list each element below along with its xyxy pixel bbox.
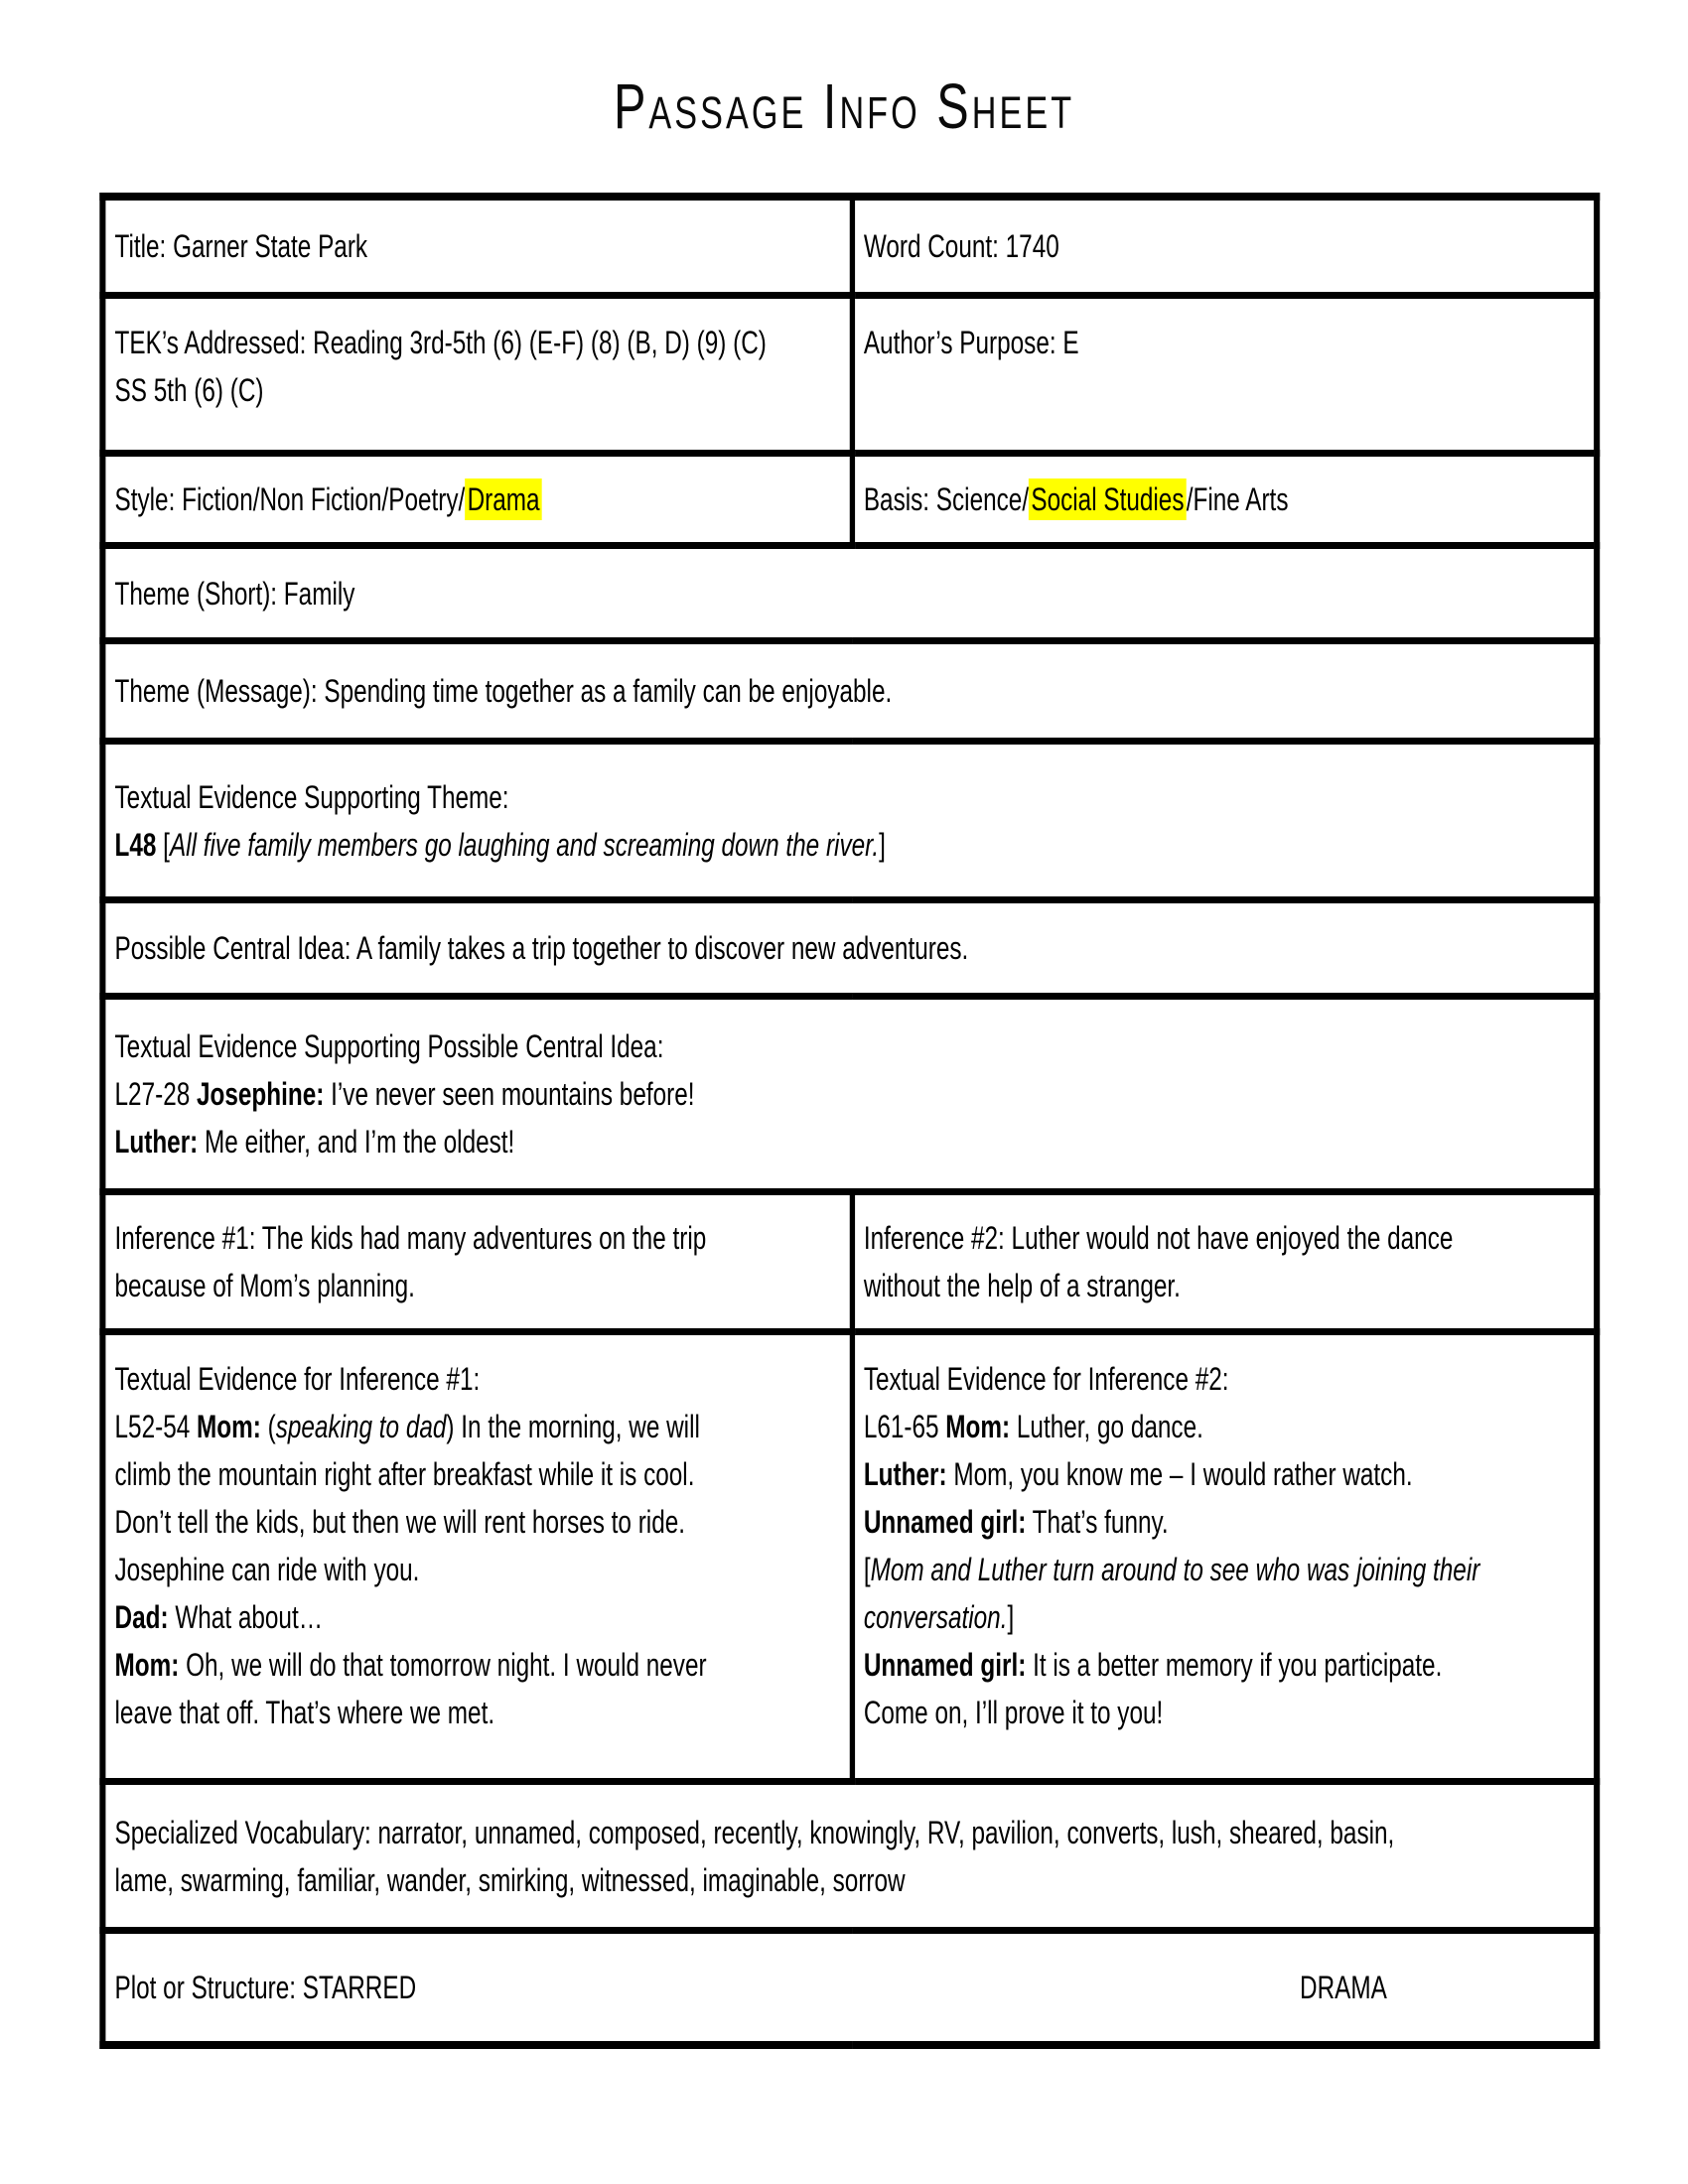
highlighted-text: Social Studies — [1029, 478, 1187, 520]
cell-teks-addressed — [102, 296, 852, 454]
text-line — [115, 476, 839, 523]
text-segment: Theme (Short): Family — [114, 575, 355, 612]
cell-evidence-inference-2 — [852, 1332, 1597, 1782]
text-line — [115, 1118, 1584, 1165]
cell-style — [102, 454, 852, 546]
text-line — [115, 366, 839, 414]
text-segment: ) In the morning, we will — [446, 1409, 700, 1444]
text-segment: [ — [156, 826, 170, 863]
text-segment: Luther: — [863, 1456, 947, 1492]
text-segment: Luther: — [114, 1124, 199, 1160]
text-segment: TEK’s Addressed: Reading 3rd-5th (6) (E-F) (8) (B, D) (9) (C) — [114, 325, 767, 360]
text-segment: I’ve never seen mountains before! — [324, 1076, 695, 1112]
cell-word-count — [852, 197, 1597, 296]
text-segment: Come on, I’ll prove it to you! — [863, 1695, 1164, 1730]
text-segment: What about… — [168, 1599, 324, 1635]
text-line — [115, 1593, 839, 1641]
text-segment: Oh, we will do that tomorrow night. I would never — [179, 1647, 707, 1683]
text-line — [115, 1214, 839, 1262]
text-segment: /Fine Arts — [1186, 481, 1289, 517]
text-line — [115, 319, 839, 366]
text-segment: All five family members go laughing and screaming down the river. — [169, 826, 880, 863]
text-segment: Inference #1: The kids had many adventures on the trip — [114, 1220, 707, 1256]
highlighted-text: Drama — [465, 478, 542, 520]
text-line — [864, 1262, 1584, 1309]
text-segment: Mom and Luther turn around to see who was joining their — [870, 1552, 1480, 1587]
text-segment: ] — [1007, 1599, 1015, 1635]
text-segment: Unnamed girl: — [863, 1504, 1027, 1540]
text-line — [115, 1498, 839, 1546]
text-segment: L52-54 — [114, 1409, 198, 1444]
text-segment: Basis: Science/ — [863, 481, 1030, 517]
text-line — [115, 1689, 839, 1736]
text-line — [115, 1641, 839, 1689]
cell-title — [102, 197, 852, 296]
text-line — [115, 924, 1584, 972]
text-segment: Mom, you know me – I would rather watch. — [946, 1456, 1413, 1492]
text-line — [115, 821, 1584, 869]
text-line — [864, 319, 1584, 366]
text-segment: Me either, and I’m the oldest! — [198, 1124, 515, 1160]
text-segment: leave that off. That’s where we met. — [114, 1695, 495, 1730]
page-title: Passage Info Sheet — [613, 70, 1075, 142]
text-segment: Mom: — [945, 1409, 1011, 1444]
info-sheet-table — [99, 193, 1600, 2049]
text-segment: L48 — [114, 826, 157, 863]
text-segment: Possible Central Idea: A family takes a trip together to discover new adventures. — [114, 930, 969, 966]
text-segment: because of Mom’s planning. — [114, 1268, 415, 1303]
text-line — [115, 1856, 1584, 1904]
cell-theme-short — [102, 546, 1597, 641]
cell-central-idea — [102, 900, 1597, 997]
text-segment: Style: Fiction/Non Fiction/Poetry/ — [114, 481, 466, 517]
text-line — [864, 1450, 1584, 1498]
text-segment: Unnamed girl: — [863, 1647, 1027, 1683]
text-segment: Inference #2: Luther would not have enjoyed the dance — [863, 1220, 1454, 1256]
text-segment: Specialized Vocabulary: narrator, unnamed, composed, recently, knowingly, RV, pavilion, converts, lush, sheared, basin, — [114, 1814, 1395, 1850]
text-line — [115, 773, 1584, 821]
text-segment: ( — [260, 1409, 276, 1444]
text-segment: Mom: — [197, 1409, 261, 1444]
text-segment: Author’s Purpose: E — [863, 325, 1079, 360]
text-line — [864, 1641, 1584, 1689]
text-segment: Mom: — [114, 1647, 180, 1683]
text-segment: climb the mountain right after breakfast while it is cool. — [114, 1456, 695, 1492]
cell-evidence-theme — [102, 742, 1597, 900]
text-line — [864, 1593, 1584, 1641]
cell-inference-2 — [852, 1192, 1597, 1332]
text-segment: Title: Garner State Park — [114, 228, 368, 264]
text-line — [115, 1262, 839, 1309]
text-segment: without the help of a stranger. — [863, 1268, 1181, 1303]
text-segment: L61-65 — [863, 1409, 946, 1444]
text-segment: lame, swarming, familiar, wander, smirking, witnessed, imaginable, sorrow — [114, 1861, 906, 1898]
text-segment: It is a better memory if you participate. — [1026, 1647, 1443, 1683]
text-segment: speaking to dad — [275, 1409, 447, 1444]
text-line — [864, 1214, 1584, 1262]
text-segment: Dad: — [114, 1599, 169, 1635]
text-line — [115, 222, 839, 270]
text-line — [115, 1355, 839, 1403]
text-segment: Josephine can ride with you. — [114, 1552, 420, 1587]
text-line — [115, 1964, 417, 2011]
text-line — [864, 1546, 1584, 1593]
text-line — [115, 1403, 839, 1450]
structure-type-label — [1300, 1964, 1387, 2011]
text-line — [864, 1498, 1584, 1546]
text-segment: DRAMA — [1300, 1970, 1387, 2005]
text-line — [1300, 1964, 1387, 2011]
cell-theme-message — [102, 641, 1597, 742]
cell-plot-structure — [102, 1931, 1597, 2046]
text-segment: Plot or Structure: STARRED — [114, 1970, 417, 2005]
cell-inference-1 — [102, 1192, 852, 1332]
text-segment: L27-28 — [114, 1076, 198, 1112]
cell-authors-purpose — [852, 296, 1597, 454]
text-line — [115, 1546, 839, 1593]
text-segment: Textual Evidence for Inference #2: — [863, 1361, 1229, 1397]
plot-structure-label — [115, 1964, 417, 2011]
cell-basis — [852, 454, 1597, 546]
text-line — [864, 1355, 1584, 1403]
text-segment: Don’t tell the kids, but then we will rent horses to ride. — [114, 1504, 686, 1540]
text-line — [115, 1023, 1584, 1070]
text-line — [115, 1809, 1584, 1856]
text-line — [864, 1689, 1584, 1736]
text-segment: ] — [879, 826, 886, 863]
text-line — [864, 1403, 1584, 1450]
text-segment: Luther, go dance. — [1010, 1409, 1203, 1444]
text-line — [115, 570, 1584, 617]
text-segment: That’s funny. — [1026, 1504, 1169, 1540]
text-segment: Josephine: — [197, 1076, 325, 1112]
text-segment: Textual Evidence Supporting Possible Central Idea: — [114, 1028, 664, 1064]
text-line — [115, 1070, 1584, 1118]
text-segment: Textual Evidence for Inference #1: — [114, 1361, 481, 1397]
text-segment: SS 5th (6) (C) — [114, 372, 264, 408]
text-segment: Textual Evidence Supporting Theme: — [114, 778, 509, 815]
plot-structure-row — [115, 1964, 1584, 2011]
text-segment: Word Count: 1740 — [863, 228, 1059, 264]
cell-specialized-vocabulary — [102, 1782, 1597, 1931]
text-segment: conversation. — [863, 1599, 1008, 1635]
text-segment: [ — [863, 1552, 871, 1587]
text-line — [864, 476, 1584, 523]
cell-evidence-central-idea — [102, 997, 1597, 1192]
text-segment: Theme (Message): Spending time together as a family can be enjoyable. — [114, 673, 893, 709]
text-line — [115, 667, 1584, 715]
text-line — [115, 1450, 839, 1498]
text-line — [864, 222, 1584, 270]
cell-evidence-inference-1 — [102, 1332, 852, 1782]
